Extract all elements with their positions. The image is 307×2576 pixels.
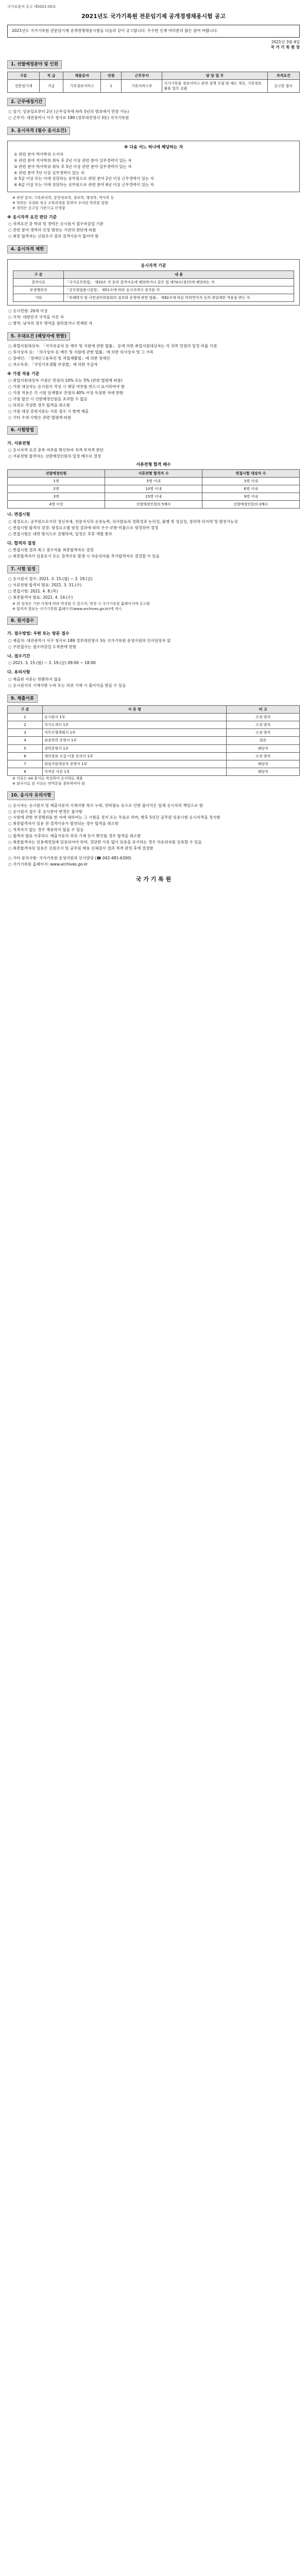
bullet-item: ○ 면접시험은 대면 방식으로 진행하며, 일정은 추후 개별 통보 [8,531,112,536]
bullet-item: ○ 최종 합격자는 신원조사 결과 결격사유가 없어야 함 [8,233,99,239]
table-row [8,79,300,92]
table-header: 비 고 [227,705,300,713]
note-item: ※ 경력은 공고일 기준으로 산정함 [12,206,65,211]
bullet-item: ○ 의사상자 등: 「의사상자 등 예우 및 지원에 관한 법률」에 의한 의사상자 및 그 가족 [8,350,154,355]
bullet-item: ② 관련 분야 석사학위 취득 후 2년 이상 관련 분야 실무경력이 있는 자 [14,158,132,163]
table-row [8,729,300,737]
table-cell: 5 [8,744,43,752]
bullet-item: ○ 기타 우대 사항은 관련 법령에 따름 [8,415,72,420]
table-cell: 7 [8,760,43,768]
bullet-item: ○ 제출된 서류는 반환하지 않음 [8,676,62,682]
table-cell: 10명 이내 [105,485,202,493]
restriction-box-title: 응시자격 기준 [141,263,166,268]
bullet-item: ○ 응시원서의 기재사항 누락 또는 허위 기재 시 불이익을 받을 수 있음 [8,683,126,688]
note-item: ※ 위 일정은 기관 사정에 따라 변경될 수 있으며, 변경 시 국가기록원 홈페이지에 공고함 [12,601,150,606]
bullet-item: ○ 기타 문의사항: 국가기록원 운영지원과 인사담당 (☎ 042-481-6300) [8,855,131,860]
table-header-row [8,469,300,477]
table-header: 구 분 [13,270,64,278]
table-cell: 경력증명서 1부 [43,744,227,752]
table-header: 인원 [101,72,122,79]
table-cell: 4 [8,737,43,744]
table-header: 구분 [8,72,40,79]
bonus-subheading: ※ 가점 적용 기준 [7,371,40,376]
bullet-item: ○ 면접시험 결과 최고 점수자를 최종합격자로 결정 [8,548,94,553]
table-header-row [13,270,294,278]
table-cell: 해당자 [227,744,300,752]
bullet-item: ○ 최종합격자가 임용 전 결격사유가 발견되는 경우 합격을 취소함 [8,821,118,826]
bullet-item: ○ 가점 대상 증빙서류는 서류 접수 시 함께 제출 [8,409,89,414]
note-item: ※ 외국어로 된 서류는 번역본을 첨부하여야 함 [12,782,85,786]
table-cell: 공고문 참조 [267,79,299,92]
table-header: 채용분야 [63,72,101,79]
table-header: 근무부서 [122,72,162,79]
bullet-item: ○ 국적: 대한민국 국적을 가진 자 [8,315,64,320]
bullet-item: ○ 자격요건 중 학위 및 경력은 응시원서 접수마감일 기준 [8,222,104,227]
table-header: 서 류 명 [43,705,227,713]
bullet-item: ○ 응시원서 접수 후 응시분야 변경은 불가함 [8,809,83,814]
intro-text: 2021년도 국가기록원 전문임기제 공개경쟁채용시험을 다음과 같이 공고합니다. 우수한 인재 여러분의 많은 참여 바랍니다. [12,28,218,33]
bullet-item: ○ 응시연령: 20세 이상 [8,309,48,314]
table-row [8,477,300,485]
restriction-box [7,259,300,306]
table-cell: 자격증 사본 1부 [43,768,227,775]
table-cell: 3명 이내 [202,477,300,485]
bullet-item: ○ 관련 분야 경력의 인정 범위는 기관의 판단에 따름 [8,228,96,233]
bullet-item: ○ 국가기록원 홈페이지: www.archives.go.kr [8,861,88,867]
qualification-box [7,141,300,192]
bullet-item: ○ 면접시험: 2021. 4. 8.(목) [8,589,58,594]
submission-notes-title: 다. 유의사항 [7,670,30,675]
table-cell: 1 [8,713,43,721]
bullet-item: ○ 가점 적용은 각 시험 단계별로 만점의 40% 이상 득점한 자에 한함 [8,391,124,396]
table-cell: 3명 [8,493,105,501]
table-row [8,501,300,509]
bullet-item: ○ 허위로 작성한 경우 합격을 취소함 [8,402,70,408]
note-item: ※ 합격자 발표는 국가기록원 홈페이지(www.archives.go.kr)에 게시 [12,606,122,611]
bullet-item: ○ 서류전형 합격자 발표: 2021. 3. 31.(수) [8,583,82,588]
note-item: ※ 관련 분야: 기록관리학, 문헌정보학, 정보학, 행정학, 역사학 등 [12,196,114,200]
table-header: 면접시험 대상자 수 [202,469,300,477]
table-row [13,286,294,294]
note-item: ※ 서류는 A4 용지로 작성하여 순서대로 제출 [12,776,83,781]
bullet-item: ④ 관련 분야 7년 이상 실무경력이 있는 자 [14,170,84,175]
bullet-item: ○ 가점 합산 시 선발예정인원을 초과할 수 없음 [8,396,88,401]
table-cell: 소정 양식 [227,752,300,760]
table-cell: 가급 [40,79,63,92]
note-item: ※ 학위는 국내외 정규 교육과정을 통하여 수여된 학위를 말함 [12,201,108,206]
section-10-heading: 10. 응시자 유의사항 [7,791,55,800]
table-header-row [8,72,300,79]
pass-decision-title: 다. 합격자 결정 [7,540,36,546]
bullet-item: ○ 적격자가 없는 경우 채용하지 않을 수 있음 [8,827,84,833]
date-line: 2021년 3월 4일 [271,39,300,44]
table-cell: 선발예정인원의 5배수 [105,501,202,509]
table-row [8,760,300,768]
pass-ratio-table-title: 서류전형 합격 배수 [136,462,171,467]
table-header: 선발예정인원 [8,469,105,477]
table-header-row [8,705,300,713]
table-cell: 전문임기제 [8,79,40,92]
documents-table [7,705,300,776]
table-cell: 3 [8,729,43,737]
table-row [13,278,294,286]
table-cell: 기타 [13,294,64,302]
table-cell: 원본 [227,737,300,744]
section-7-heading: 7. 시험 일정 [7,565,39,573]
bullet-item: ○ 응시자는 응시원서 및 제출서류의 기재사항 착오·누락, 연락불능 등으로 인한 불이익은 일체 응시자의 책임으로 함 [8,803,203,808]
bullet-item: ○ 병역: 남자의 경우 병역을 필하였거나 면제된 자 [8,321,93,326]
bullet-item: ○ 최종합격자의 임용은 신원조사 및 공무원 채용 신체검사 결과 적격 판정 후에 결정함 [8,845,154,851]
table-row [8,752,300,760]
bullet-item: ○ 임기: 임용일로부터 2년 (근무실적에 따라 5년의 범위에서 연장 가능) [8,109,129,114]
table-cell: 취업지원대상자 증명서 1부 [43,760,227,768]
table-cell: 개인정보 수집·이용 동의서 1부 [43,752,227,760]
table-cell: 「공무원임용시험령」 제51조에 따라 응시자격이 정지된 자 [64,286,294,294]
bullet-item: ○ 가점 대상자는 응시원서 작성 시 해당 여부를 반드시 표기하여야 함 [8,384,125,389]
bullet-item: ③ 관련 분야 학사학위 취득 후 5년 이상 관련 분야 실무경력이 있는 자 [14,164,132,169]
table-header: 담 당 업 무 [162,72,267,79]
table-cell: 1명 [8,477,105,485]
bullet-item: ⑤ 5급 이상 또는 이에 상당하는 공무원으로 관련 분야 2년 이상 근무경력이 있는 자 [14,176,154,181]
intro-box [7,25,300,38]
table-cell: 해당자 [227,768,300,775]
intro-meta [7,40,300,50]
bullet-item: ① 관련 분야 박사학위 소지자 [14,151,63,157]
table-header: 구 분 [8,705,43,713]
bullet-item: ○ 서류전형 합격자는 선발예정인원의 일정 배수로 결정 [8,454,101,459]
table-cell: 8 [8,768,43,775]
section-1-heading: 1. 선발예정분야 및 인원 [7,60,62,69]
pass-ratio-table [7,469,300,509]
table-cell: 2 [8,721,43,729]
bullet-item: ○ 근무지: 대전광역시 서구 청사로 189 (정부대전청사 3동) 국가기록원 [8,115,129,121]
bullet-item: ○ 평정요소: 공무원으로서의 정신자세, 전문지식과 응용능력, 의사발표의 정확성과 논리성, 품행 및 성실성, 창의력·의지력 및 발전가능성 [8,519,238,524]
table-cell: 15명 이내 [105,493,202,501]
section-4-heading: 4. 응시자격 제한 [7,245,47,253]
section-9-heading: 9. 제출서류 [7,694,38,703]
bullet-item: ○ 최종합격자 발표: 2021. 4. 14.(수) [8,595,73,600]
table-row [8,493,300,501]
table-cell: 최종학력 증명서 1부 [43,737,227,744]
table-cell: 자기소개서 1부 [43,721,227,729]
table-cell: 소정 양식 [227,713,300,721]
bullet-item: ○ 저소득층: 「국민기초생활 보장법」에 의한 수급자 [8,362,98,367]
table-cell: 소정 양식 [227,721,300,729]
section-5-heading: 5. 우대요건 (해당자에 한함) [7,332,70,341]
criteria-heading: ※ 응시자격 요건 판단 기준 [7,214,57,219]
table-cell: 국가기록물 정보서비스 관련 정책 수립 및 제도 개선, 기록정보 활용 업무 총괄 [162,79,267,92]
issuer-line: 국 가 기 록 원 장 [270,45,300,50]
section-3-heading: 3. 응시자격 (필수 응시요건) [7,127,70,135]
table-row [8,737,300,744]
table-cell: 결격사유 [13,278,64,286]
footer: 국 가 기 록 원 [135,876,172,883]
table-cell: 직무수행계획서 1부 [43,729,227,737]
document-screening-title: 가. 서류전형 [7,440,30,446]
table-header: 직 급 [40,72,63,79]
bullet-item: ○ 2021. 3. 15.(월) ~ 3. 19.(금) 09:00 ~ 18:00 [8,660,96,666]
table-cell: 부정행위자 [13,286,64,294]
bullet-item: ○ 취업지원대상자 가점은 만점의 10% 또는 5% (관련 법령에 따름) [8,378,123,383]
table-cell: 6 [8,752,43,760]
table-row [8,713,300,721]
table-cell: 2명 [8,485,105,493]
table-cell: 6명 이내 [202,485,300,493]
table-row [8,744,300,752]
table-cell: 4명 이상 [8,501,105,509]
table-row [8,768,300,775]
interview-title: 나. 면접시험 [7,512,30,517]
table-row [8,721,300,729]
bullet-item: ○ 제출처: 대전광역시 서구 청사로 189 정부대전청사 3동 국가기록원 운영지원과 인사담당자 앞 [8,638,171,643]
table-header: 서류전형 합격자 수 [105,469,202,477]
table-cell: 1 [101,79,122,92]
table-cell: 선발예정인원의 3배수 [202,501,300,509]
table-row [13,294,294,302]
bullet-item: ○ 면접시험 합격자 결정: 평정요소별 평정 결과에 따라 우수·보통·미흡으로 평정하여 결정 [8,525,159,530]
table-header: 내 용 [64,270,294,278]
table-cell: 해당자 [227,760,300,768]
bullet-item: ○ 우편접수는 접수마감일 도착분에 한함 [8,644,76,649]
submission-period-title: 나. 접수기간 [7,653,30,658]
top-note: 국가보훈처 공고 제2021-00호 [7,5,56,9]
table-cell: 「국가공무원법」 제33조 각 호의 결격사유에 해당하거나 같은 법 제74조(정년)에 해당하는 자 [64,278,294,286]
bullet-item: ⑥ 6급 이상 또는 이에 상당하는 공무원으로 관련 분야 4년 이상 근무경력이 있는 자 [14,182,154,188]
table-cell: 응시원서 1부 [43,713,227,721]
bullet-item: ○ 응시원서 접수: 2021. 3. 15.(월) ~ 3. 19.(금) [8,577,93,582]
table-cell: 9명 이내 [202,493,300,501]
section-2-heading: 2. 근무예정기간 [7,98,46,106]
table-cell: 기록정보서비스 [63,79,101,92]
document-title: 2021년도 국가기록원 전문임기제 공개경쟁채용시험 공고 [81,13,226,20]
section-6-heading: 6. 시험방법 [7,426,38,434]
qualification-box-title: ※ 다음 어느 하나에 해당하는 자 [124,145,183,150]
table-cell: 5명 이내 [105,477,202,485]
bullet-item: ○ 최종합격자가 임용포기 또는 결격사유 발생 시 차순위자를 추가합격자로 결정할 수 있음 [8,554,160,559]
bullet-item: ○ 합격자 발표 이후라도 제출서류의 허위 기재 등이 확인될 경우 합격을 취소함 [8,834,141,839]
submission-method-title: 가. 접수방법: 우편 또는 방문 접수 [7,631,70,636]
bullet-item: ○ 응시자격 요건 충족 여부를 확인하여 적격·부적격 판단 [8,448,104,453]
table-cell: 「부패방지 및 국민권익위원회의 설치와 운영에 관한 법률」 제82조에 따른 비위면직자 등의 취업제한 적용을 받는 자 [64,294,294,302]
bullet-item: ○ 시험에 관한 부정행위를 한 자에 대하여는 그 시험을 정지 또는 무효로 하며, 향후 5년간 공무원 임용시험 응시자격을 정지함 [8,815,220,820]
bullet-item: ○ 최종합격자는 임용예정일에 임용되어야 하며, 정당한 사유 없이 임용을 포기하는 경우 차순위자를 임용할 수 있음 [8,839,202,844]
section-8-heading: 8. 원서접수 [7,617,38,625]
bullet-item: ○ 취업지원대상자: 「국가유공자 등 예우 및 지원에 관한 법률」 등에 의한 취업지원대상자는 각 과목 만점의 일정 비율 가점 [8,344,217,349]
recruitment-table [7,72,300,93]
table-cell: 소정 양식 [227,729,300,737]
table-cell: 기록서비스부 [122,79,162,92]
restriction-table [13,270,294,302]
table-row [8,485,300,493]
table-header: 자격요건 [267,72,299,79]
bullet-item: ○ 장애인: 「장애인고용촉진 및 직업재활법」에 의한 장애인 [8,355,110,361]
